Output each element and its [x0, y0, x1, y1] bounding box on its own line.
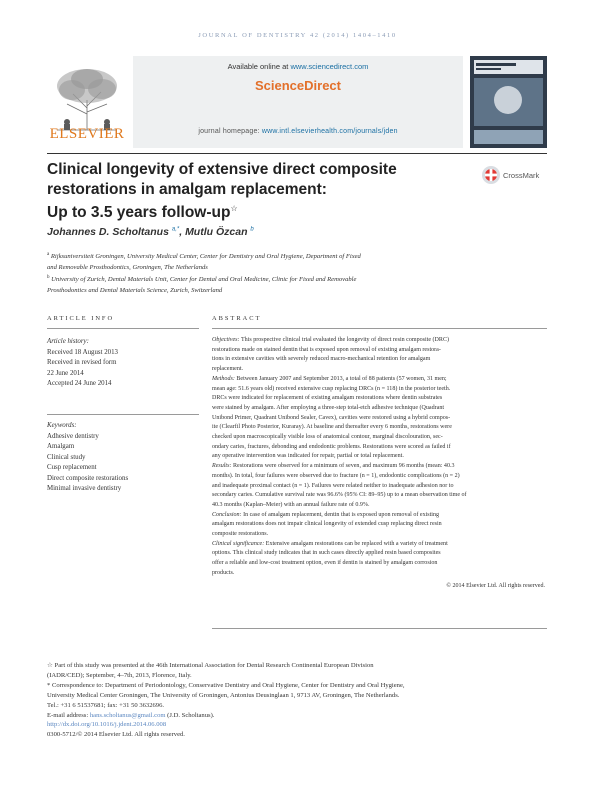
abstract-line: were stained by amalgam. After employing a three-step total-etch adhesive technique (Quadrant [212, 404, 445, 411]
abstract-line: amalgam restorations does not impair clinical longevity of extended cusp replacing direct resin [212, 521, 442, 528]
journal-header-banner [133, 56, 463, 148]
abstract-line: Extensive amalgam restorations can be replaced with a variety of treatment [265, 540, 448, 547]
abstract-results [212, 462, 545, 511]
crossmark-icon[interactable] [480, 162, 550, 192]
article-title [47, 160, 467, 223]
title-line-2: restorations in amalgam replacement: [47, 180, 327, 198]
article-info-rule [47, 328, 199, 329]
abstract-line: replacement. [212, 366, 244, 373]
affiliation-line: and Removable Prosthodontics, Groningen, The Netherlands [47, 263, 208, 271]
sciencedirect-url-link[interactable]: www.sciencedirect.com [290, 62, 369, 71]
keyword: Minimal invasive dentistry [47, 485, 122, 492]
footnote-star-cont: (IADR/CED); September, 4–7th, 2013, Florence, Italy. [47, 671, 192, 679]
article-info-divider [47, 414, 199, 415]
journal-homepage [133, 128, 463, 135]
article-info-block [47, 337, 197, 390]
abstract-copyright: © 2014 Elsevier Ltd. All rights reserved. [446, 582, 545, 589]
keywords-label: Keywords: [47, 422, 77, 429]
keyword: Adhesive dentistry [47, 432, 99, 440]
title-line-1: Clinical longevity of extensive direct composite [47, 161, 397, 178]
footnote-tel: Tel.: +31 6 51537681; fax: +31 50 3632696. [47, 701, 165, 709]
abstract-bottom-rule [212, 628, 547, 629]
keyword: Cusp replacement [47, 464, 97, 471]
abstract-body [212, 336, 545, 591]
abstract-line: secondary caries. Cumulative survival rate was 96.6% (95% CI: 89–95) up to a mean observation time of [212, 492, 467, 499]
journal-homepage-link[interactable]: www.intl.elsevierhealth.com/journals/jden [261, 128, 398, 135]
abstract-line: composite restorations. [212, 531, 269, 538]
author-marks[interactable]: a,* [171, 226, 180, 233]
abstract-line: 40.3 months (Kaplan–Meier) with an annual failure rate of 0.9%. [212, 501, 370, 508]
author-name: Mutlu Özcan [185, 226, 248, 238]
abstract-heading: ABSTRACT [212, 315, 262, 322]
abstract-line: ite (Clearfil Photo Posterior, Kuraray). At baseline and thereafter every 6 months, restorations were [212, 424, 452, 431]
affiliation-line: University of Zurich, Dental Materials Unit, Center for Dental and Oral Medicine, Clinic for Fixed and Removable [51, 276, 357, 284]
abstract-line: ondary caries, fractures, debonding and endodontic problems. Restorations were scored as failed if [212, 443, 451, 450]
abstract-conclusion [212, 511, 545, 540]
section-label: Clinical significance: [212, 540, 265, 547]
abstract-line: DRCs were indicated for replacement of existing amalgam restorations where dentin substrates [212, 395, 443, 402]
abstract-line: Restorations were observed for a minimum of seven, and maximum 96 months (mean: 40.3 [233, 463, 455, 470]
section-label: Objectives: [212, 337, 240, 343]
footnote-star: ☆ Part of this study was presented at the 46th International Association for Dental Research Continental European Division [47, 662, 374, 669]
available-prefix: Available online at [227, 62, 291, 71]
homepage-prefix: journal homepage: [198, 128, 262, 135]
abstract-line: restorations made on stained dentin that is exposed upon removal of existing amalgam restora- [212, 346, 441, 353]
history-item: Received in revised form [47, 359, 117, 366]
history-item: Accepted 24 June 2014 [47, 380, 112, 387]
history-item: Received 18 August 2013 [47, 348, 119, 356]
affiliation-a [47, 250, 537, 273]
section-label: Conclusion: [212, 511, 242, 518]
title-line-3: Up to 3.5 years follow-up☆ [47, 204, 238, 222]
abstract-line: and inadequate proximal contact (n = 1). Failures were related neither to inadequate adhesion nor to [212, 482, 454, 489]
author-name: Johannes D. Scholtanus [47, 226, 169, 238]
abstract-line: any operative intervention was indicated for repair, partial or total replacement. [212, 453, 404, 460]
footnote-email [47, 711, 547, 721]
footnotes [47, 661, 547, 740]
abstract-line: options. This clinical study indicates that in such cases directly applied resin based composites [212, 550, 441, 557]
history-label: Article history: [47, 338, 89, 345]
keyword: Clinical study [47, 453, 86, 461]
author-marks[interactable]: b [250, 226, 254, 233]
keyword: Direct composite restorations [47, 474, 129, 482]
abstract-line: months). In total, four failures were observed due to fracture (n = 1), endodontic complications (n = 2) [212, 472, 460, 479]
article-info-heading: ARTICLE INFO [47, 315, 115, 322]
journal-citation: JOURNAL OF DENTISTRY 42 (2014) 1404–1410 [198, 32, 397, 39]
footnote-correspondence-cont: University Medical Center Groningen, The University of Groningen, Antonius Deusinglaan 1, 9713 AV, Groningen, The Netherlands. [47, 691, 400, 699]
abstract-line: tions in extensive cavities with severely reduced macro-mechanical retention for amalgam [212, 356, 431, 363]
sciencedirect-logo-text: ScienceDirect [255, 78, 341, 93]
affiliation-mark: a [47, 252, 50, 257]
email-suffix: (J.D. Scholtanus). [165, 711, 215, 719]
keywords-block [47, 421, 197, 495]
crossmark-label: CrossMark [503, 171, 540, 180]
abstract-methods [212, 375, 545, 462]
abstract-line: products. [212, 569, 235, 576]
email-label: E-mail address: [47, 711, 90, 719]
abstract-line: This prospective clinical trial evaluated the longevity of direct resin composite (DRC) [240, 337, 450, 343]
abstract-clinical-significance [212, 540, 545, 579]
section-label: Results: [212, 463, 232, 470]
abstract-line: Unibond Primer, Quadrant Unibond Sealer, Cavex), cavities were restored using a hybrid compos- [212, 414, 451, 421]
issn-line: 0300-5712/© 2014 Elsevier Ltd. All rights reserved. [47, 731, 185, 739]
elsevier-wordmark: ELSEVIER [49, 126, 125, 142]
keyword: Amalgam [47, 443, 75, 450]
section-label: Methods: [212, 375, 235, 382]
affiliation-b [47, 273, 537, 296]
abstract-line: mean age: 51.6 years old) received extensive cusp replacing DRCs (n = 118) in the posterior teeth. [212, 385, 451, 392]
history-item: 22 June 2014 [47, 369, 84, 377]
abstract-line: checked upon macroscopically visible loss of anatomical contour, marginal discolouration, sec- [212, 434, 443, 441]
author-list: Johannes D. Scholtanus $^{a,*}$, Mutlu Özcan $^b$ [47, 226, 254, 238]
affiliation-mark: b [47, 275, 50, 280]
affiliation-line: Prosthodontics and Dental Materials Science, Zurich, Switzerland [47, 286, 223, 294]
header-rule [47, 153, 547, 154]
available-online [133, 62, 463, 71]
title-footnote-star[interactable]: ☆ [230, 204, 238, 213]
journal-cover-thumbnail [470, 56, 547, 148]
abstract-line: In case of amalgam replacement, dentin that is exposed upon removal of existing [243, 511, 440, 518]
abstract-line: offer a reliable and low-cost treatment option, even if dentin is stained by amalgam corrosion [212, 560, 438, 567]
abstract-rule [212, 328, 547, 329]
email-link[interactable]: hans.scholtanus@gmail.com [89, 711, 166, 719]
doi-link[interactable]: http://dx.doi.org/10.1016/j.jdent.2014.06.008 [47, 721, 167, 729]
abstract-objectives [212, 336, 545, 375]
affiliation-line: Rijksuniversiteit Groningen, University Medical Center, Center for Dentistry and Oral Hygiene, Department of Fixed [50, 253, 361, 261]
footnote-correspondence: * Correspondence to: Department of Periodontology, Conservative Dentistry and Oral Hygiene, Center for Dentistry and Oral Hygiene, [47, 681, 405, 689]
abstract-line: Between January 2007 and September 2013, a total of 88 patients (57 women, 31 men; [236, 375, 447, 382]
